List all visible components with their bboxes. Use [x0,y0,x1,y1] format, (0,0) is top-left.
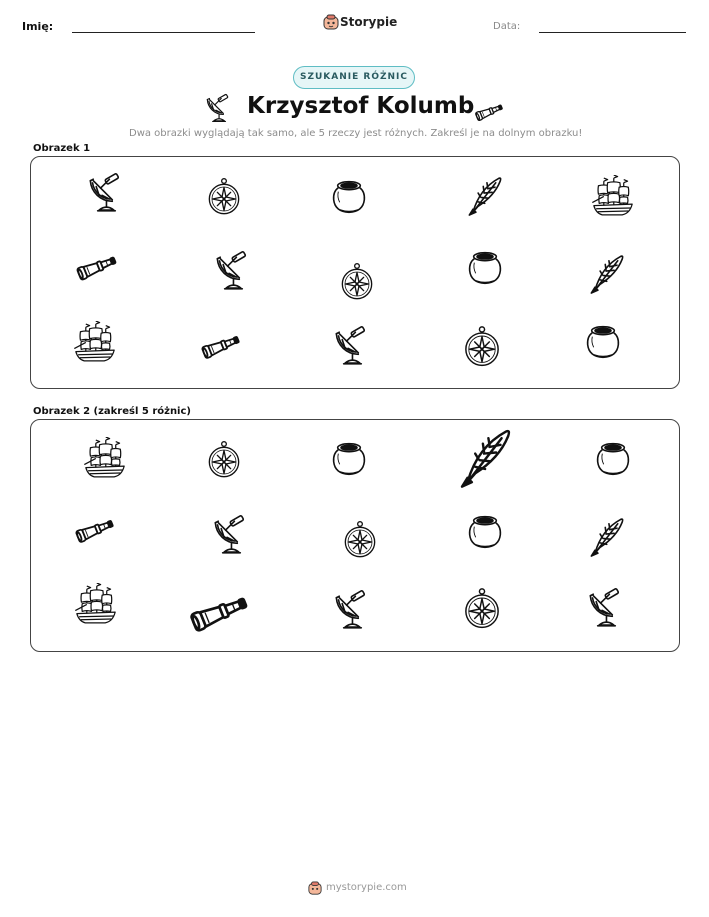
name-label: Imię: [22,20,54,33]
picture2-compass-icon[interactable] [204,440,244,480]
picture2-pot-icon[interactable] [593,439,633,479]
picture1-pot-icon [465,248,505,288]
picture1-ship-icon [72,321,118,367]
picture2-spyglass-icon[interactable] [74,507,118,551]
picture1-ship-icon [590,175,636,221]
picture1-feather-icon [584,252,628,296]
picture1-sextant-icon [83,169,127,213]
brand-name: Storypie [340,15,398,29]
picture1-feather-icon [462,174,506,218]
instructions: Dwa obrazki wyglądają tak samo, ale 5 rzeczy jest różnych. Zakreśl je na dolnym obrazku! [129,128,583,139]
picture1-pot-icon [329,177,369,217]
name-line[interactable] [72,32,255,33]
date-label: Data: [493,21,521,32]
picture2-compass-icon[interactable] [460,587,504,631]
picture1-spyglass-icon [75,243,121,289]
spyglass-title-icon [474,95,506,117]
picture1-spyglass-icon [200,323,244,367]
footer-url: mystorypie.com [326,882,407,893]
picture2-sextant-icon[interactable] [329,586,373,630]
picture1-sextant-icon [329,322,373,366]
picture2-pot-icon[interactable] [329,439,369,479]
picture1-label: Obrazek 1 [33,143,91,154]
picture1-sextant-icon [210,247,254,291]
picture1-compass-icon [204,177,244,217]
sextant-title-icon [202,91,234,121]
picture1-compass-icon [460,325,504,369]
picture1-pot-icon [583,322,623,362]
picture1-compass-icon [337,262,377,302]
storypie-logo-icon [323,14,339,30]
date-line[interactable] [539,32,686,33]
picture2-compass-icon[interactable] [340,520,380,560]
picture2-label: Obrazek 2 (zakreśl 5 różnic) [33,406,191,417]
picture2-ship-icon[interactable] [82,437,128,483]
picture2-pot-icon[interactable] [465,512,505,552]
picture2-sextant-icon[interactable] [583,584,627,628]
picture2-feather-icon[interactable] [451,425,517,491]
storypie-footer-logo-icon [308,880,322,894]
page-title: Krzysztof Kolumb [247,93,475,119]
picture2-ship-icon[interactable] [73,583,119,629]
picture2-sextant-icon[interactable] [208,511,252,555]
activity-badge: SZUKANIE RÓŻNIC [293,66,415,89]
picture2-spyglass-icon[interactable] [188,578,254,644]
picture2-feather-icon[interactable] [584,515,628,559]
